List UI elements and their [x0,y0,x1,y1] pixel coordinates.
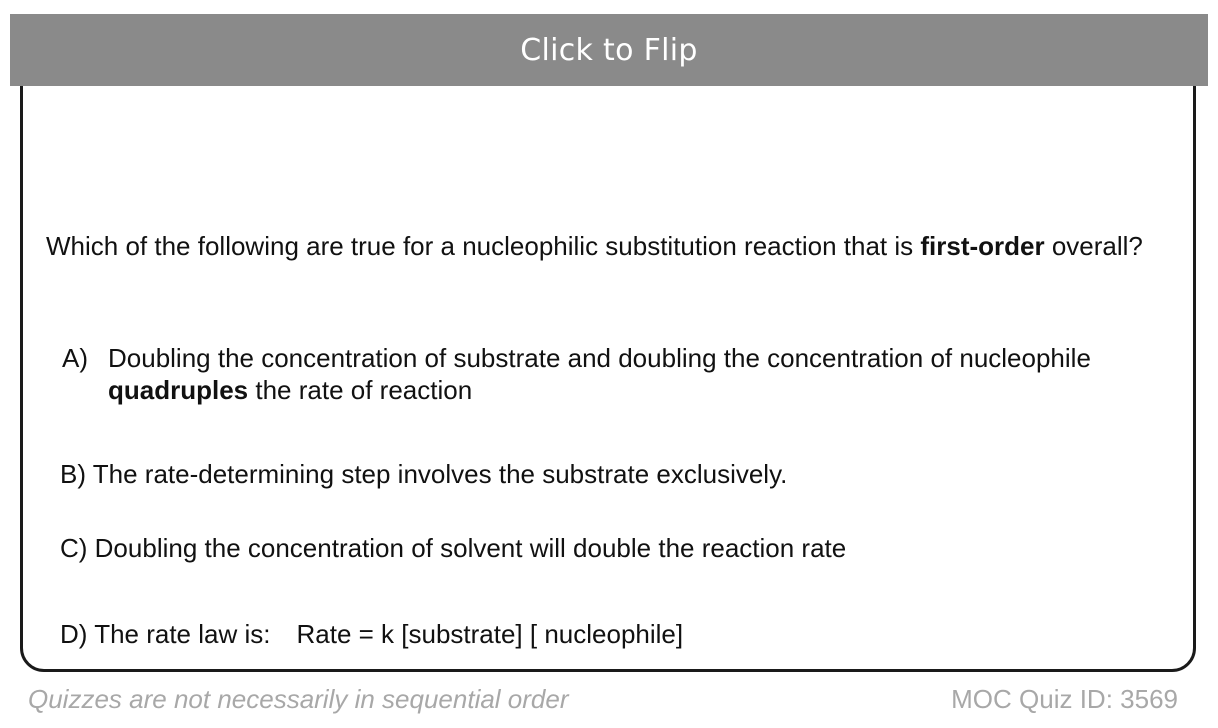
option-a-bold: quadruples [108,375,249,405]
option-a-suffix: the rate of reaction [248,375,473,405]
sequence-note: Quizzes are not necessarily in sequential order [28,684,569,714]
option-a-text [108,342,1122,406]
option-d [60,618,683,650]
option-c: C) Doubling the concentration of solvent will double the reaction rate [60,533,847,563]
rate-law: Rate = k [substrate] [ nucleophile] [296,619,684,649]
option-a-prefix: Doubling the concentration of substrate and doubling the concentration of nucleophile [108,343,1091,373]
flip-label: Click to Flip [520,32,698,68]
option-a-letter: A) [62,343,88,373]
option-d-label: D) The rate law is: [60,619,271,649]
option-a [62,342,1122,406]
question-bold: first-order [920,231,1045,261]
question-suffix: overall? [1044,231,1143,261]
option-b: B) The rate-determining step involves the substrate exclusively. [60,459,788,489]
question-prefix: Which of the following are true for a nucleophilic substitution reaction that is [46,231,921,261]
question-text [46,230,1156,262]
quiz-id: MOC Quiz ID: 3569 [951,684,1178,714]
click-to-flip-button[interactable] [10,14,1208,86]
